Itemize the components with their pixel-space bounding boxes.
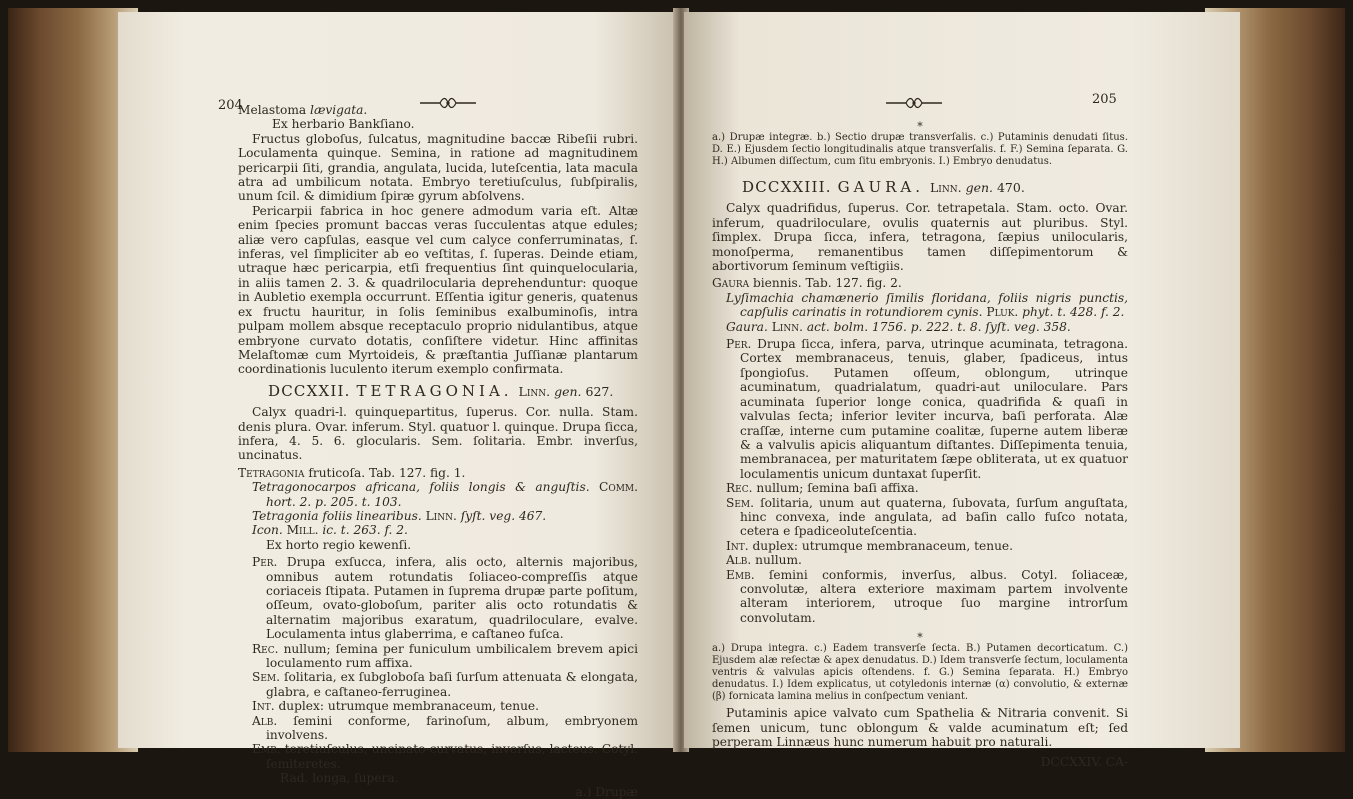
paragraph: Fructus globoſus, ſulcatus, magnitudine baccæ Ribeſii rubri. Loculamenta quinque. Semina, in ratione ad magnitudinem pericarpii ſiti, grandia, angulata, lucida, luteſcentia, lata macula atra ad umbilicum notata. Embryo teretiuſculus, ſubſpiralis, unum ſcil. & dimidium ſpiræ gyrum abſolvens. bbox=[238, 131, 638, 204]
genus-heading: DCCXXIII. GAURA. Linn. gen. 470. bbox=[742, 178, 1025, 196]
part-description: Per. Drupa ſicca, infera, parva, utrinque acuminata, tetragona. Cortex membranaceus, tenuis, glaber, ſpadiceus, intus ſpongioſus. Putamen oſſeum, oblongum, utrinque acuminatum, quadrialatum, quadri-aut uniloculare. Pars acuminata ſuperior longe conica, quadrifida & quaſi in valvulas ſecta; inferior leviter incurva, baſi perforata. Alæ craſſæ, interne cum putamine coalitæ, ſuperne autem liberæ & a valvulis apicis aliquantum diſtantes. Diſſepimenta tenuia, membranacea, per maturitatem ſæpe obliterata, ut ex quatuor loculamentis unicum duntaxat ſuperſit. bbox=[726, 337, 1129, 481]
right-page bbox=[684, 12, 1240, 770]
catchword: DCCXXIV. CA- bbox=[1040, 755, 1128, 770]
page-number: 204 bbox=[218, 98, 243, 113]
synonym: Tetragonia foliis linearibus. Linn. ſyſt. veg. 467. bbox=[252, 508, 547, 523]
synonym: Tetragonocarpos africana, foliis longis & anguſtis. Comm. hort. 2. p. 205. t. 103. bbox=[252, 480, 639, 509]
part-description: Int. duplex: utrumque membranaceum, tenue. bbox=[252, 699, 540, 714]
part-description: Emb. ſemini conformis, inverſus, albus. Cotyl. ſoliaceæ, convolutæ, altera exteriore maximam partem involvente alteram interiorem, utroque ſuo margine introrſum convolutam. bbox=[726, 567, 1128, 625]
part-description: Sem. ſolitaria, unum aut quaterna, ſubovata, ſurſum anguſtata, hinc convexa, inde angulata, ad baſin callo fuſco notata, cetera e ſpadiceoluteſcentia. bbox=[726, 495, 1128, 539]
part-description: Alb. nullum. bbox=[726, 553, 802, 568]
part-description: Rec. nullum; ſemina baſi affixa. bbox=[726, 481, 919, 496]
root-line: Rad. longa, ſupera. bbox=[280, 771, 399, 786]
genus-description: Calyx quadrifidus, ſuperus. Cor. tetrapetala. Stam. octo. Ovar. inferum, quadriloculare, ovulis quaternis aut pluribus. Styl. ſimplex. Drupa ſicca, infera, tetragona, ſæpius unilocularis, monoſperma, remanentibus tamen diſſepimentorum & abortivorum ſeminum veſtigiis. bbox=[712, 201, 1128, 274]
part-description: Int. duplex: utrumque membranaceum, tenue. bbox=[726, 538, 1014, 553]
part-description: Emb. teretiuſculus, uncinato-curvatus, inverſus, lacteus. Cotyl. ſemiteretes. bbox=[252, 742, 638, 771]
part-description: Alb. ſemini conforme, farinoſum, album, embryonem involvens. bbox=[252, 713, 639, 743]
genus-description: Calyx quadri-l. quinquepartitus, ſuperus. Cor. nulla. Stam. denis plura. Ovar. inferum. Styl. quatuor l. quinque. Drupa ſicca, infera, 4. 5. 6. glocularis. Sem. ſolitaria. Embr. inverſus, uncinatus. bbox=[238, 405, 638, 463]
book-spread bbox=[8, 8, 1345, 799]
genus-heading: DCCXXII. TETRAGONIA. Linn. gen. 627. bbox=[268, 381, 614, 400]
right-text-column bbox=[712, 122, 1128, 770]
footnote-star: * bbox=[917, 120, 923, 133]
part-description: Sem. ſolitaria, ex ſubgloboſa baſi ſurſum attenuata & elongata, glabra, e caſtaneo-ferruginea. bbox=[252, 670, 638, 699]
synonym: Lyſimachia chamænerio ſimilis floridana, foliis nigris punctis, capſulis carinatis in rotundiorem cynis. Pluk. phyt. t. 428. f. 2. bbox=[726, 290, 1128, 320]
species-line: Tetragonia fruticoſa. Tab. 127. fig. 1. bbox=[238, 465, 466, 480]
figure-footnote: a.) Drupæ integræ. b.) Sectio drupæ transverſalis. c.) Putaminis denudati ſitus. D. E.) Ejusdem ſectio longitudinalis atque transverſalis. f. F.) Semina ſeparata. G. H.) Albumen diſſectum, cum ſitu embryonis. I.) Embryo denudatus. bbox=[712, 132, 1128, 167]
paragraph: Pericarpii fabrica in hoc genere admodum varia eſt. Altæ enim ſpecies promunt baccas veras ſucculentas atque edules; aliæ vero capſulas, easque vel cum calyce conferruminatas, ſ. inferas, vel ſimpliciter ab eo veſtitas, ſ. ſuperas. Deinde etiam, utraque hæc pericarpia, etſi frequentius ſint quinquelocularia, in aliis tamen 2. 3. & quadrilocularia deprehenduntur: quoque in Aubletio exempla occurrunt. Eſſentia igitur generis, quatenus ex fructu hauritur, in ſolis ſeminibus exalbuminoſis, intra pulpam mollem absque receptaculo proprio nidulantibus, atque embryone curvato dotatis, conſiſtere videtur. Hinc affinitas Melaſtomæ cum Myrtoideis, & præſtantia Juſſianæ plantarum coordinationis luculento iterum exemplo confirmata. bbox=[238, 203, 638, 377]
closing-paragraph: Putaminis apice valvato cum Spathelia & Nitraria convenit. Si ſemen unicum, tunc oblongum & valde acuminatum eſt; ſed perperam Linnæus hunc numerum habuit pro naturali. bbox=[712, 706, 1128, 749]
figure-footnote: a.) Drupa integra. c.) Eadem transverſe ſecta. B.) Putamen decorticatum. C.) Ejusdem alæ reſectæ & apex denudatus. D.) Idem transverſe ſectum, loculamenta ventris & valvulas apicis oſtendens. f. G.) Semina ſeparata. H.) Embryo denudatus. I.) Idem explicatus, ut cotyledonis internæ (α) convolutio, & externæ (β) fornicata lamina melius in conſpectum veniant. bbox=[712, 643, 1128, 703]
species-line: Gaura biennis. Tab. 127. fig. 2. bbox=[712, 276, 902, 291]
source-line: Ex horto regio kewenſi. bbox=[266, 537, 412, 552]
page-number: 205 bbox=[1092, 92, 1117, 107]
source-line: Ex herbario Bankſiano. bbox=[272, 117, 415, 132]
synonym: Gaura. Linn. act. bolm. 1756. p. 222. t. 8. ſyſt. veg. 358. bbox=[726, 319, 1071, 334]
synonym: Icon. Mill. ic. t. 263. f. 2. bbox=[252, 523, 408, 538]
left-text-column bbox=[238, 103, 638, 798]
footnote-star: * bbox=[917, 631, 923, 645]
left-page bbox=[118, 12, 678, 799]
catchword: a.) Drupæ bbox=[575, 784, 638, 799]
part-description: Per. Drupa exſucca, infera, alis octo, alternis majoribus, omnibus autem rotundatis ſoliaceo-compreſſis atque coriaceis ſtipata. Putamen in ſuprema drupæ parte poſitum, oſſeum, ovato-globoſum, pariter alis octo rotundatis & alternatim majoribus exaratum, quadriloculare, evalve. Loculamenta intus glaberrima, e caſtaneo fuſca. bbox=[252, 555, 638, 642]
species-title: Melastoma lævigata. bbox=[238, 103, 368, 117]
ornament-icon bbox=[884, 96, 944, 110]
part-description: Rec. nullum; ſemina per funiculum umbilicalem brevem apici loculamento rum affixa. bbox=[252, 641, 638, 671]
